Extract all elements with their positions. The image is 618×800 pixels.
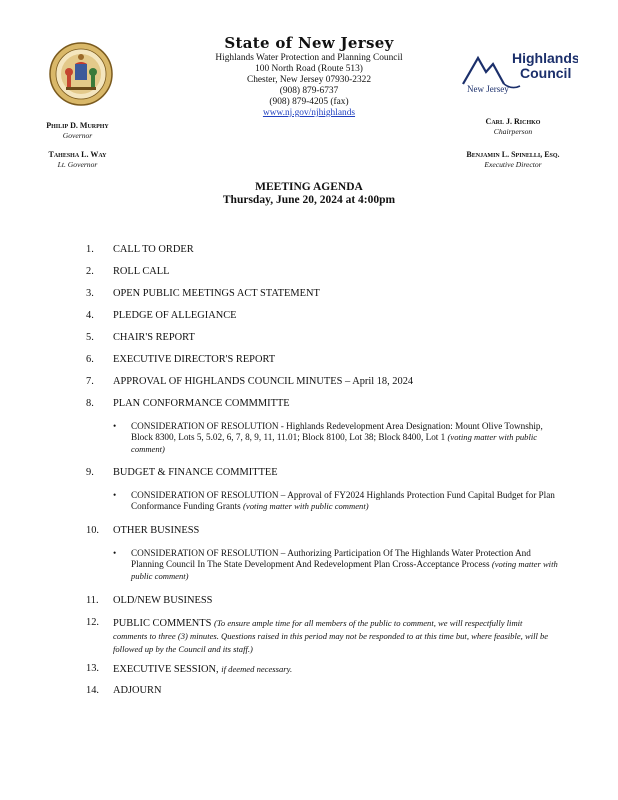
item-number: 5. [86, 332, 94, 343]
sub-item-note: (voting matter with public comment) [131, 432, 538, 454]
item-number: 12. [86, 617, 99, 628]
item-number: 7. [86, 376, 94, 387]
item-number: 13. [86, 663, 99, 674]
item-note: if deemed necessary. [221, 664, 293, 674]
item-text: BUDGET & FINANCE COMMITTEE [113, 467, 278, 478]
governor-name: Philip D. Murphy [46, 121, 109, 130]
nj-state-seal-icon [49, 42, 113, 106]
bullet-icon: • [113, 548, 117, 558]
governor-block [30, 121, 125, 140]
item-text: PLEDGE OF ALLEGIANCE [113, 310, 237, 321]
item-number: 8. [86, 398, 94, 409]
item-text: EXECUTIVE DIRECTOR'S REPORT [113, 354, 276, 365]
item-number: 11. [86, 595, 99, 606]
item-text: CHAIR'S REPORT [113, 332, 195, 343]
org-city: Chester, New Jersey 07930-2322 [246, 75, 372, 85]
logo-line2: Council [520, 65, 572, 81]
item-text: OLD/NEW BUSINESS [113, 595, 213, 606]
item-note: (To ensure ample time for all members of the public to comment, we will respectfully limit comments to three (3) minutes. Questions raised in this period may not be responded to at this time but, where feasible, will be followed up by the Council and its staff.) [113, 618, 549, 655]
chair-title: Chairperson [493, 126, 533, 136]
item-text: PLAN CONFORMANCE COMMMITTE [113, 398, 290, 409]
director-title: Executive Director [484, 159, 542, 169]
website-link[interactable]: www.nj.gov/njhighlands [262, 108, 356, 118]
lt-governor-block [30, 150, 125, 169]
sub-item-note: (voting matter with public comment) [243, 501, 369, 512]
agenda-datetime: Thursday, June 20, 2024 at 4:00pm [222, 194, 396, 206]
sub-item-note: (voting matter with public comment) [131, 559, 558, 581]
org-phone: (908) 879-6737 [279, 86, 339, 96]
sub-item-text: CONSIDERATION OF RESOLUTION - Highlands Redevelopment Area Designation: Mount Olive Township, Block 8300, Lots 5, 5.02, 6, 7, 8, 9, 11, 11.01; Block 8100, Lot 38; Block 8400, Lot 1 [131, 421, 543, 443]
director-block [438, 150, 588, 169]
item-text: CALL TO ORDER [113, 244, 194, 255]
sub-item-text: CONSIDERATION OF RESOLUTION – Authorizing Participation Of The Highlands Water Protection And Planning Council In The State Development And Redevelopment Plan Cross-Acceptance Process [131, 548, 531, 570]
sub-item-text: CONSIDERATION OF RESOLUTION – Approval of FY2024 Highlands Protection Fund Capital Budget for Plan Conformance Funding Grants [131, 490, 555, 512]
item-text: PUBLIC COMMENTS [113, 618, 212, 629]
item-number: 2. [86, 266, 94, 277]
state-title: State of New Jersey [224, 34, 394, 52]
item-text: ROLL CALL [113, 266, 170, 277]
agenda-title: MEETING AGENDA [255, 181, 363, 193]
org-fax: (908) 879-4205 (fax) [269, 97, 349, 107]
lt-governor-name: Tahesha L. Way [48, 150, 107, 159]
item-number: 3. [86, 288, 94, 299]
chair-name: Carl J. Richko [485, 117, 541, 126]
logo-state-label: New Jersey [467, 84, 509, 94]
item-number: 4. [86, 310, 94, 321]
org-name: Highlands Water Protection and Planning Council [215, 53, 403, 63]
item-number: 6. [86, 354, 94, 365]
org-address: 100 North Road (Route 513) [255, 64, 363, 74]
lt-governor-title: Lt. Governor [57, 159, 98, 169]
logo-line1: Highlands [512, 50, 578, 66]
item-text: OPEN PUBLIC MEETINGS ACT STATEMENT [113, 288, 320, 299]
item-text: OTHER BUSINESS [113, 525, 200, 536]
item-number: 9. [86, 467, 94, 478]
item-number: 14. [86, 685, 99, 696]
bullet-icon: • [113, 421, 117, 431]
item-text: EXECUTIVE SESSION, [113, 664, 219, 675]
item-text: APPROVAL OF HIGHLANDS COUNCIL MINUTES – April 18, 2024 [113, 376, 414, 387]
director-name: Benjamin L. Spinelli, Esq. [466, 150, 560, 159]
bullet-icon: • [113, 490, 117, 500]
item-text: ADJOURN [113, 685, 162, 696]
item-number: 1. [86, 244, 94, 255]
governor-title: Governor [62, 130, 93, 140]
item-number: 10. [86, 525, 99, 536]
chair-block [438, 117, 588, 136]
